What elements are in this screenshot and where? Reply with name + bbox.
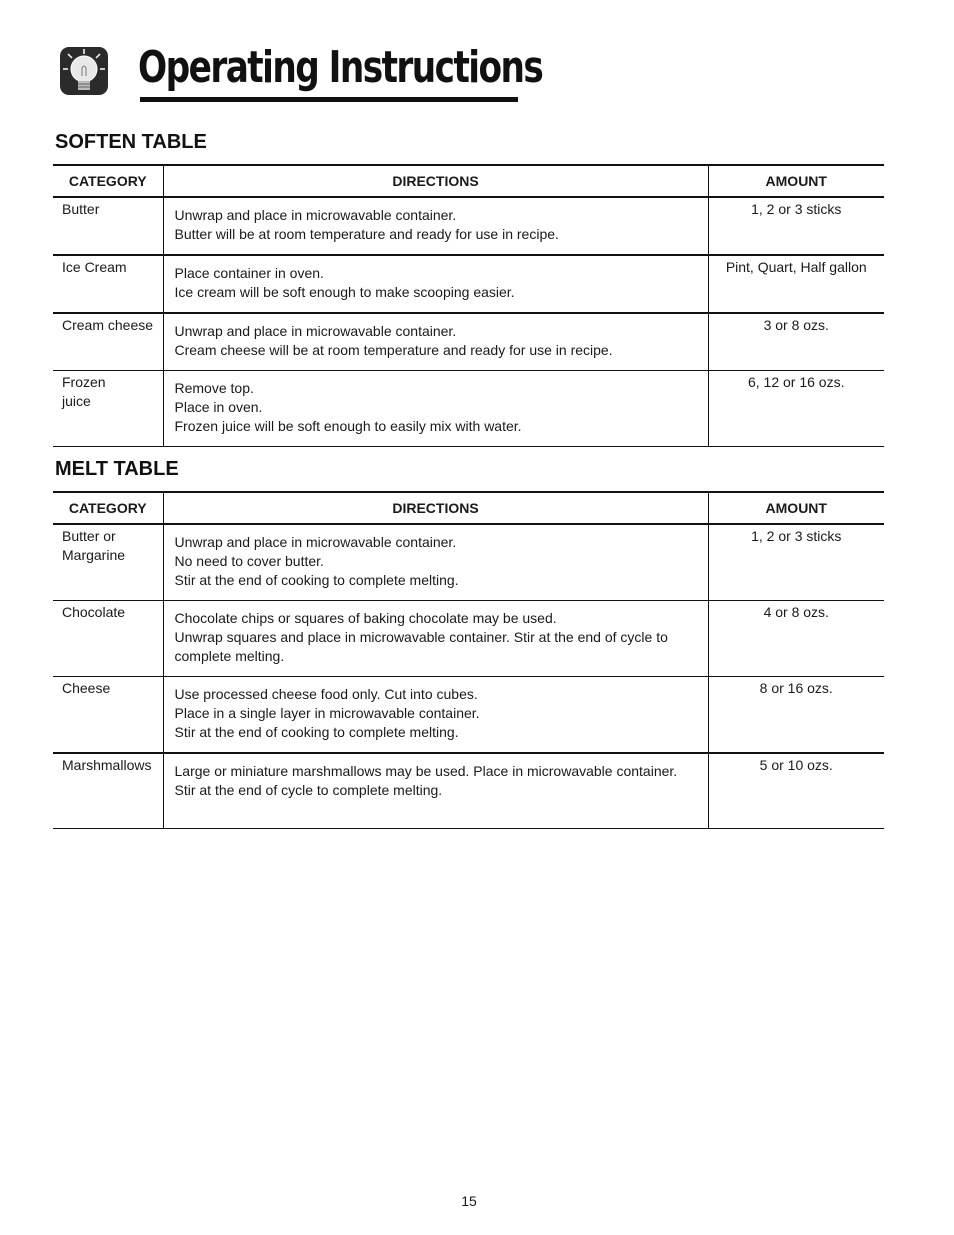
- column-header-amount: AMOUNT: [708, 165, 884, 197]
- table-row: [53, 371, 884, 447]
- category-cell: Ice Cream: [53, 255, 163, 313]
- directions-cell: Chocolate chips or squares of baking chocolate may be used. Unwrap squares and place in microwavable container. Stir at the end of cycle to complete melting.: [163, 601, 708, 677]
- directions-cell: Unwrap and place in microwavable container. No need to cover butter. Stir at the end of cooking to complete melting.: [163, 524, 708, 601]
- column-header-category: CATEGORY: [53, 492, 163, 524]
- amount-cell: 1, 2 or 3 sticks: [708, 524, 884, 601]
- amount-cell: Pint, Quart, Half gallon: [708, 255, 884, 313]
- category-cell: Cheese: [53, 677, 163, 754]
- table-row: [53, 313, 884, 371]
- soften-table-title: SOFTEN TABLE: [55, 131, 207, 153]
- amount-cell: 8 or 16 ozs.: [708, 677, 884, 754]
- table-row: [53, 255, 884, 313]
- table-header-row: [53, 492, 884, 524]
- amount-cell: 3 or 8 ozs.: [708, 313, 884, 371]
- directions-cell: Unwrap and place in microwavable container. Cream cheese will be at room temperature and ready for use in recipe.: [163, 313, 708, 371]
- page-title: Operating Instructions: [138, 42, 543, 93]
- table-row: [53, 753, 884, 828]
- soften-table: [53, 164, 884, 447]
- category-cell: Chocolate: [53, 601, 163, 677]
- lightbulb-icon: [58, 44, 110, 98]
- title-underline: [140, 97, 518, 102]
- table-row: [53, 197, 884, 255]
- column-header-directions: DIRECTIONS: [163, 492, 708, 524]
- melt-table: [53, 491, 884, 829]
- column-header-category: CATEGORY: [53, 165, 163, 197]
- directions-cell: Use processed cheese food only. Cut into cubes. Place in a single layer in microwavable container. Stir at the end of cooking to complete melting.: [163, 677, 708, 754]
- amount-cell: 5 or 10 ozs.: [708, 753, 884, 828]
- table-row: [53, 524, 884, 601]
- directions-cell: Unwrap and place in microwavable container. Butter will be at room temperature and ready for use in recipe.: [163, 197, 708, 255]
- category-cell: Cream cheese: [53, 313, 163, 371]
- table-header-row: [53, 165, 884, 197]
- column-header-amount: AMOUNT: [708, 492, 884, 524]
- directions-cell: Place container in oven. Ice cream will be soft enough to make scooping easier.: [163, 255, 708, 313]
- page-header: [58, 40, 543, 110]
- category-cell: Marshmallows: [53, 753, 163, 828]
- page-number: 15: [461, 1193, 477, 1209]
- category-cell: Butter: [53, 197, 163, 255]
- amount-cell: 6, 12 or 16 ozs.: [708, 371, 884, 447]
- melt-table-title: MELT TABLE: [55, 458, 179, 480]
- category-cell: Frozen juice: [53, 371, 163, 447]
- category-cell: Butter or Margarine: [53, 524, 163, 601]
- amount-cell: 4 or 8 ozs.: [708, 601, 884, 677]
- column-header-directions: DIRECTIONS: [163, 165, 708, 197]
- table-row: [53, 677, 884, 754]
- table-row: [53, 601, 884, 677]
- directions-cell: Large or miniature marshmallows may be used. Place in microwavable container. Stir at the end of cycle to complete melting.: [163, 753, 708, 828]
- amount-cell: 1, 2 or 3 sticks: [708, 197, 884, 255]
- directions-cell: Remove top. Place in oven. Frozen juice will be soft enough to easily mix with water.: [163, 371, 708, 447]
